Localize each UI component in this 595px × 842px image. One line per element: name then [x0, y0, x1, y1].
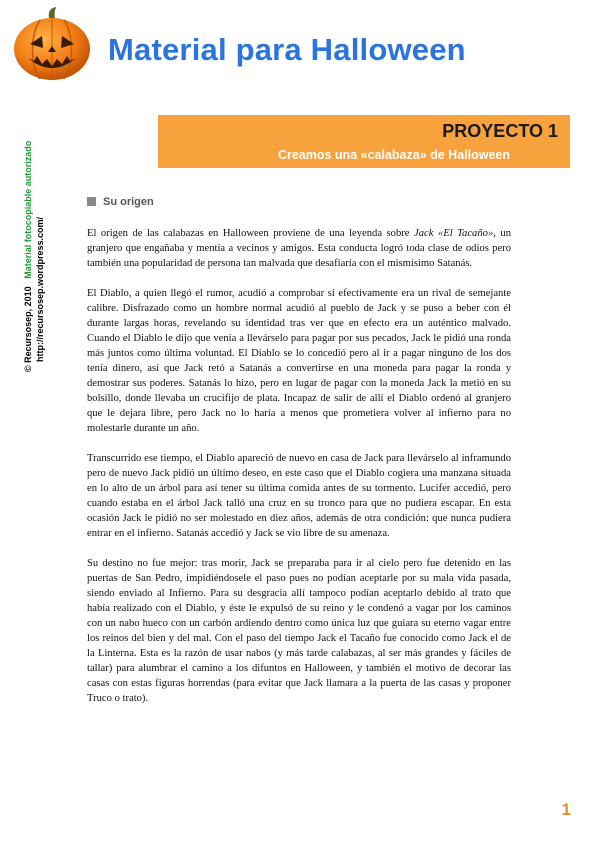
authorized-text: Material fotocopiable autorizado: [23, 140, 33, 279]
section-heading-text: Su origen: [103, 196, 154, 208]
page-number: 1: [561, 800, 571, 819]
paragraph-1: El origen de las calabazas en Halloween proviene de una leyenda sobre Jack «El Tacaño», un granjero que engañaba y mentía a vecinos y amigos. Esta conducta logró toda clase de odios pero también una popularidad de persona tan malvada que desafiaría con el mismísimo Satanás.: [87, 228, 511, 269]
jack-o-lantern-icon: [12, 6, 92, 82]
paragraph-2: El Diablo, a quien llegó el rumor, acudió a comprobar si efectivamente era un rival de semejante calibre. Disfrazado como un hombre normal acudió al pueblo de Jack y se puso a beber con él durante largas horas, revelando su identidad tras ver que en efecto era un auténtico malvado. Cuando el Diablo le dijo que venía a llevárselo para pagar por sus pecados, Jack le pidió una ronda más juntos como última voluntad. El Diablo se lo concedió pero al ir a pagar ninguno de los dos tenía dinero, así que Jack retó a Satanás a convertirse en una moneda para pagar la ronda y demostrar sus poderes. Satanás lo hizo, pero en lugar de pagar con la moneda Jack la metió en su bolsillo, donde llevaba un crucifijo de plata. Incapaz de salir de allí el Diablo ordenó al granjero que le dejara libre, pero Jack no lo haría a menos que prometiera volver al infierno para no molestarle durante un año.: [87, 288, 511, 434]
section-heading: [87, 196, 154, 208]
project-banner: [158, 115, 570, 168]
body-text: [87, 226, 511, 721]
page-title: Material para Halloween: [108, 32, 466, 67]
sidebar-credits: [22, 110, 46, 372]
project-subtitle: Creamos una «calabaza» de Halloween: [277, 148, 510, 162]
square-bullet-icon: [87, 197, 96, 206]
paragraph-3: Transcurrido ese tiempo, el Diablo apareció de nuevo en casa de Jack para llevárselo al inframundo pero de nuevo Jack pidió un último deseo, en este caso que el Diablo cogiera una manzana situada en lo alto de un árbol para así tener su última comida antes de su tormento. Lucifer accedió, pero cuando estaba en el árbol Jack talló una cruz en su tronco para que no pudiera escapar. En esta ocasión Jack le pidió no ser molestado en diez años, además de otra condición: que nunca pudiera entrar en el infierno. Satanás accedió y Jack se vio libre de su amenaza.: [87, 453, 511, 539]
copyright-text: © Recursosep, 2010: [23, 286, 33, 372]
jack-name: Jack «El Tacaño»: [414, 228, 494, 239]
paragraph-4: Su destino no fue mejor: tras morir, Jack se preparaba para ir al cielo pero fue detenido en las puertas de San Pedro, impidiéndosele el paso pues no podían aceptarle por su mala vida pasada, siendo enviado al Infierno. Para su desgracia allí tampoco podían aceptarlo debido al trato que había realizado con el Diablo, y éste le expulsó de su reino y le condenó a vagar por los caminos con un nabo hueco con un carbón ardiendo dentro como única luz que guiara su eterno vagar entre los reinos del bien y del mal. Con el paso del tiempo Jack el Tacaño fue conocido como Jack el de la Linterna. Esta es la razón de usar nabos (y más tarde calabazas, al ser más grandes y fáciles de tallar) para alumbrar el camino a los difuntos en Halloween, y también el motivo de decorar las casas con estas figuras horrendas (para evitar que Jack llamara a la puerta de las casas y proponer Truco o trato).: [87, 558, 511, 704]
project-label: PROYECTO 1: [442, 121, 558, 141]
site-url: http://recursosep.wordpress.com/: [35, 216, 45, 362]
